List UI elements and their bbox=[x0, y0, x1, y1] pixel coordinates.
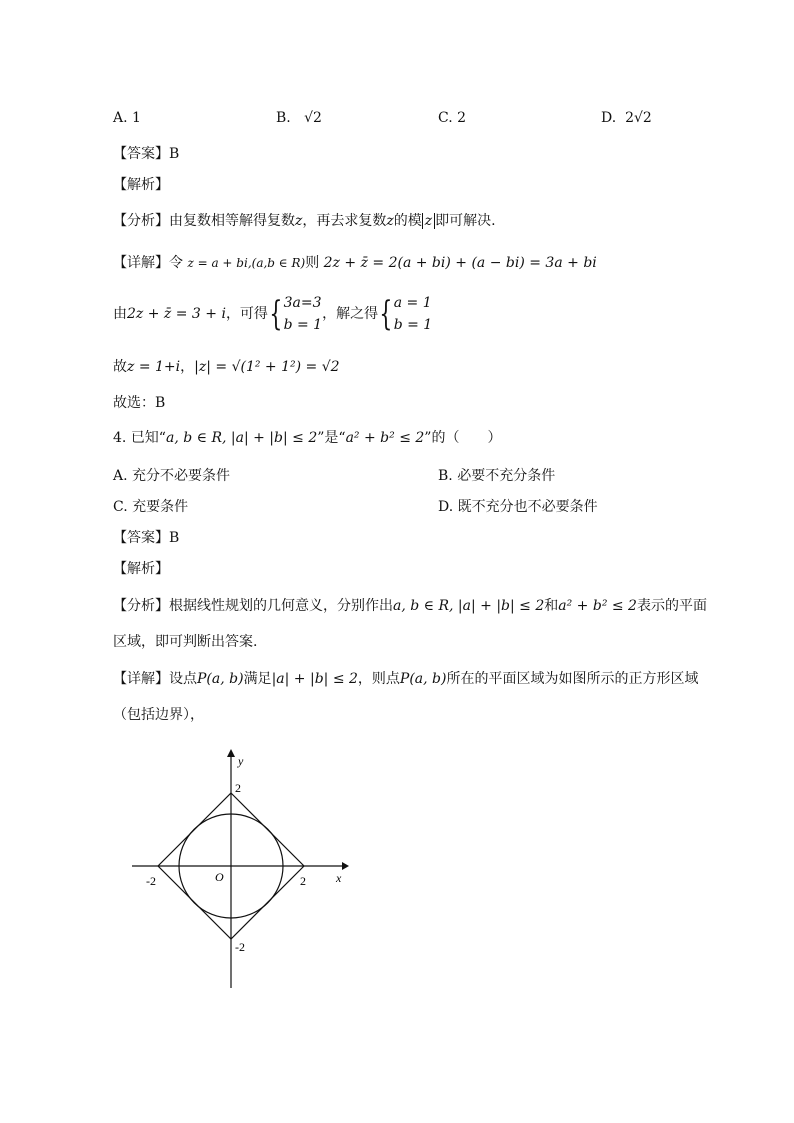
y-axis-arrow bbox=[227, 749, 235, 757]
q4-analysis-tag: 【解析】 bbox=[113, 561, 169, 577]
q4-option-b: B. 必要不充分条件 bbox=[438, 468, 556, 484]
option-a: A. 1 bbox=[113, 110, 141, 126]
x-axis-arrow bbox=[342, 862, 349, 870]
q3-system: 由2z + z̄ = 3 + i，可得{ 3a=3 b = 1 ，解之得{ a = 1 b = 1 bbox=[113, 294, 433, 334]
q3-result: 故z = 1+i，|z| = √(1² + 1²) = √2 bbox=[113, 359, 340, 375]
q3-analysis-tag: 【解析】 bbox=[113, 177, 169, 193]
option-d: D. 2√2 bbox=[601, 110, 652, 126]
region-figure bbox=[130, 745, 360, 995]
q4-analysis-2: 区域，即可判断出答案. bbox=[113, 634, 258, 650]
y-axis-label: y bbox=[238, 754, 244, 768]
x-axis-label: x bbox=[336, 871, 342, 885]
q3-choose: 故选：B bbox=[113, 395, 166, 411]
q3-detail: 【详解】令 z = a + bi,(a,b ∈ R)则 2z + z̄ = 2(a + bi) + (a − bi) = 3a + bi bbox=[113, 255, 597, 271]
q4-option-d: D. 既不充分也不必要条件 bbox=[438, 499, 598, 515]
option-b: B. √2 bbox=[276, 110, 322, 126]
q4-detail: 【详解】设点P(a, b)满足|a| + |b| ≤ 2，则点P(a, b)所在的平面区域为如图所示的正方形区域 bbox=[113, 671, 699, 687]
x-neg-tick: -2 bbox=[146, 874, 156, 888]
origin-label: O bbox=[215, 870, 224, 884]
q4-analysis: 【分析】根据线性规划的几何意义，分别作出a, b ∈ R, |a| + |b| ≤ 2和a² + b² ≤ 2表示的平面 bbox=[113, 598, 707, 614]
q3-answer: 【答案】B bbox=[113, 146, 180, 162]
q4-answer: 【答案】B bbox=[113, 530, 180, 546]
x-pos-tick: 2 bbox=[300, 874, 306, 888]
q3-analysis: 【分析】由复数相等解得复数z，再去求复数z的模 z 即可解决. bbox=[113, 213, 496, 229]
q4-option-a: A. 充分不必要条件 bbox=[113, 468, 231, 484]
q4-option-c: C. 充要条件 bbox=[113, 499, 189, 515]
q4-stem: 4. 已知“a, b ∈ R, |a| + |b| ≤ 2”是“a² + b² ≤ 2”的（ ） bbox=[113, 430, 502, 446]
y-pos-tick: 2 bbox=[235, 781, 241, 795]
option-c: C. 2 bbox=[438, 110, 467, 126]
q4-detail-2: （包括边界）， bbox=[113, 707, 204, 723]
y-neg-tick: -2 bbox=[235, 940, 245, 954]
